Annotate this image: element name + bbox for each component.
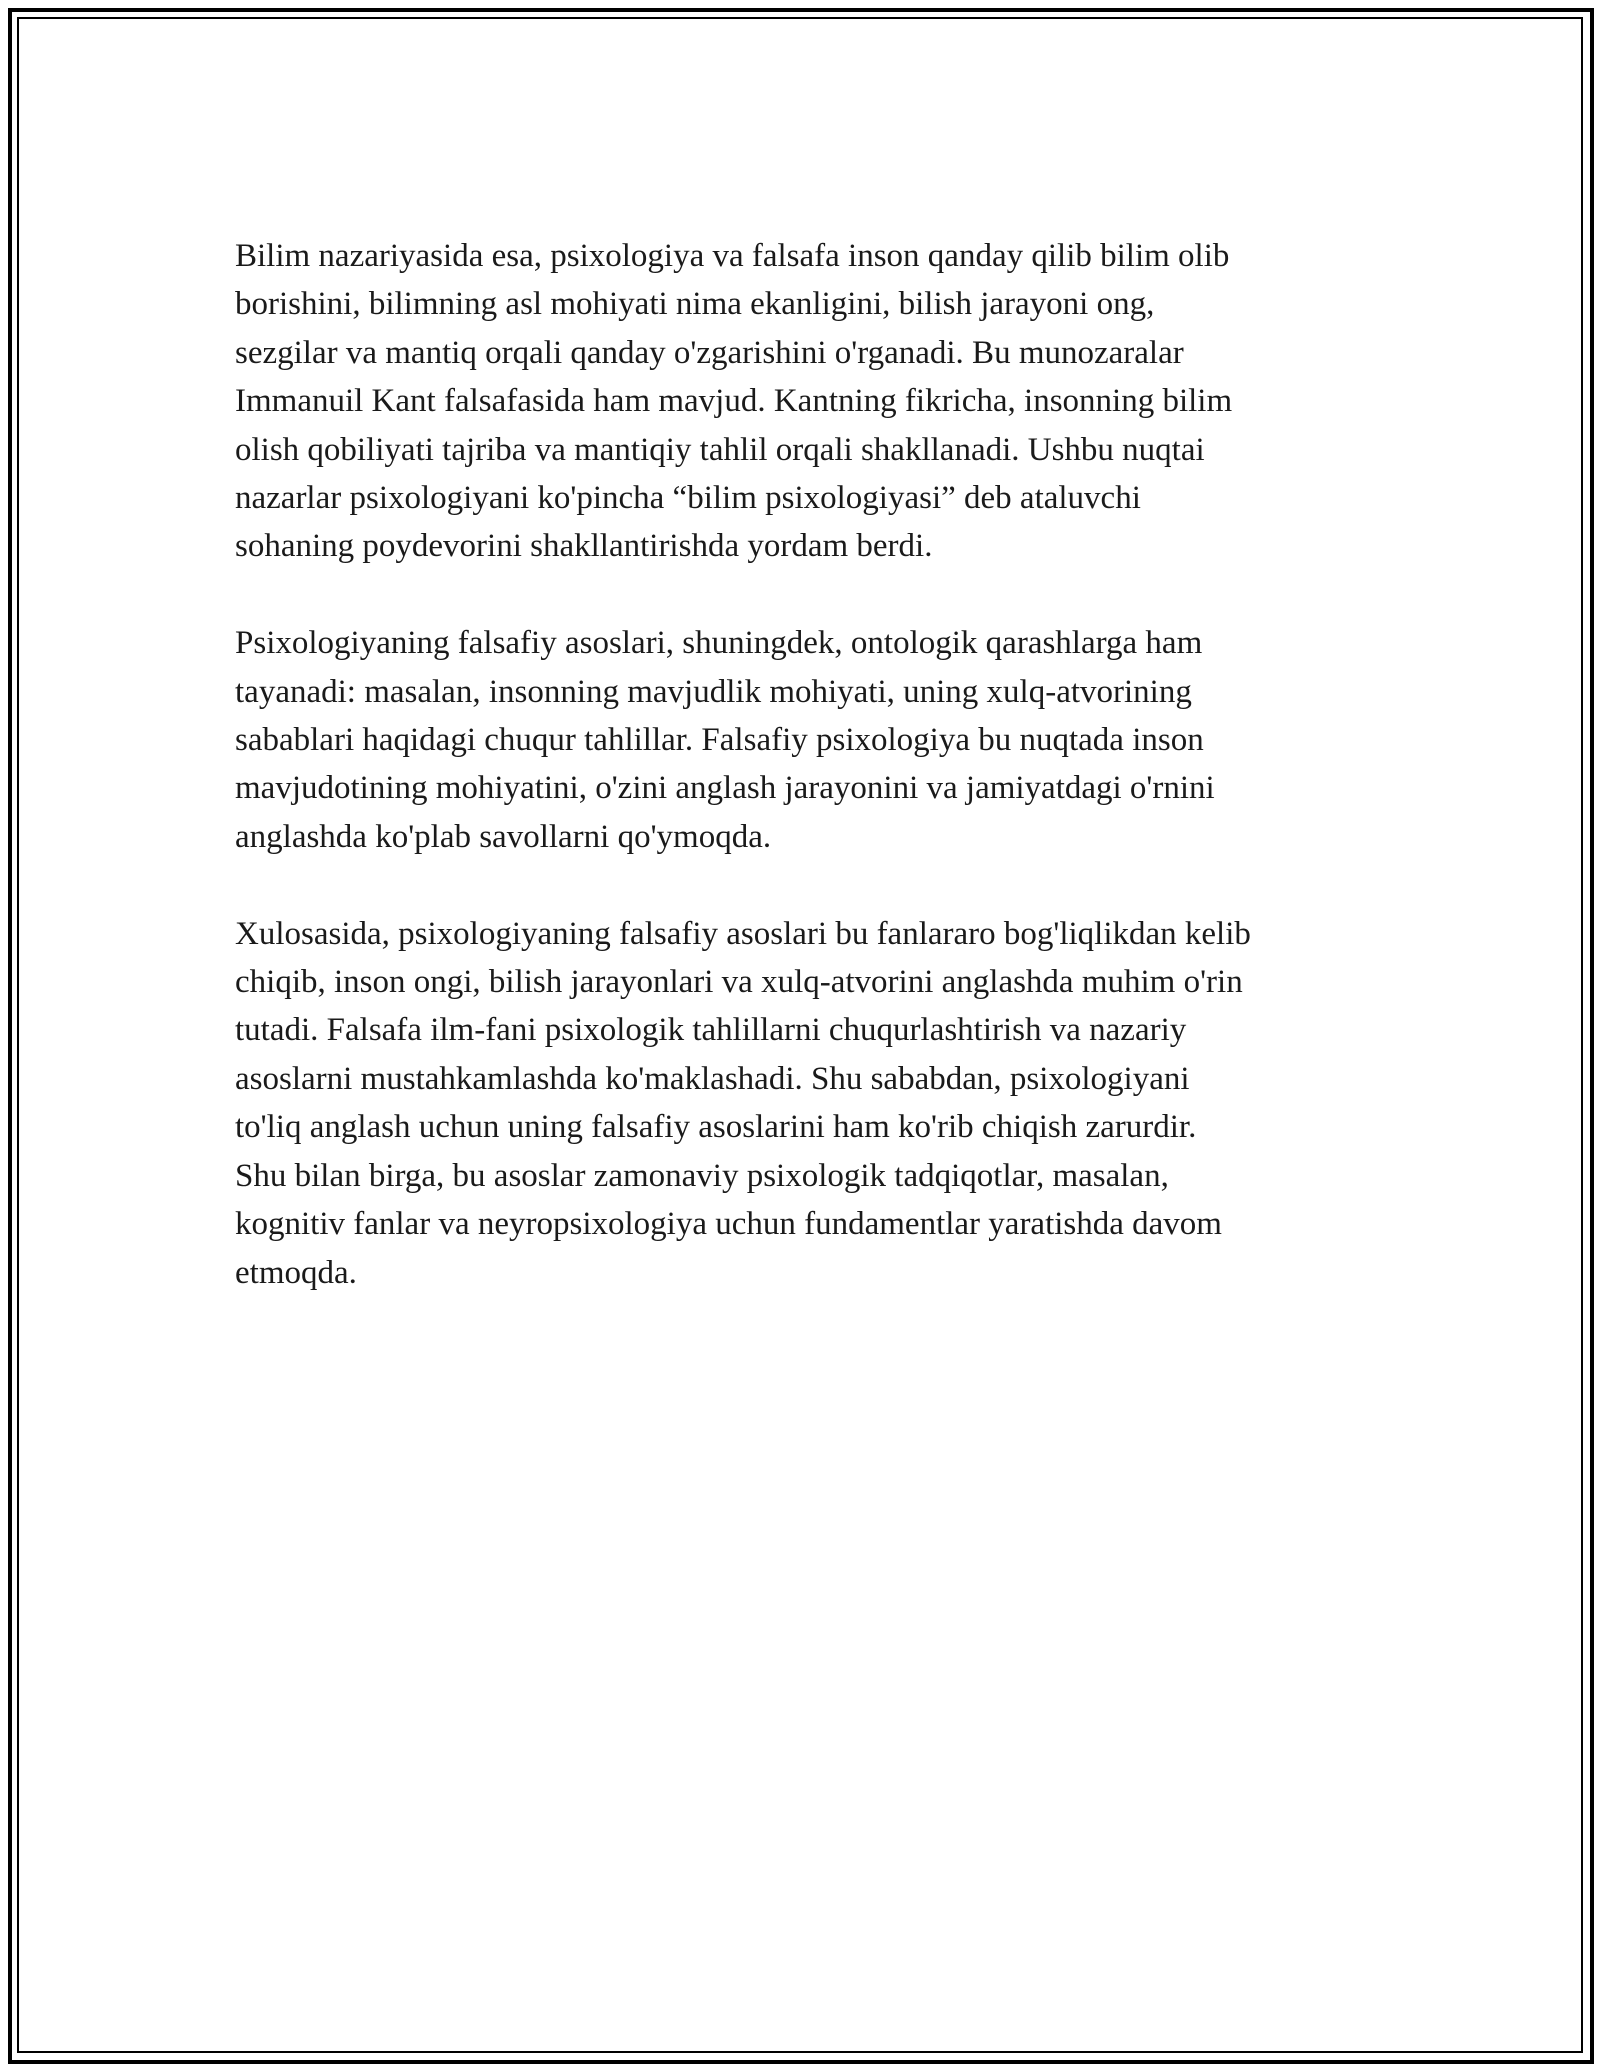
- text-line: to'liq anglash uchun uning falsafiy asoslarini ham ko'rib chiqish zarurdir.: [235, 1109, 1197, 1146]
- text-line: chiqib, inson ongi, bilish jarayonlari va xulq-atvorini anglashda muhim o'rin: [235, 964, 1243, 1001]
- paragraph-ontologik-qarashlar: [235, 619, 1375, 861]
- text-line: nazarlar psixologiyani ko'pincha “bilim psixologiyasi” deb ataluvchi: [235, 480, 1141, 517]
- text-line: Psixologiyaning falsafiy asoslari, shuningdek, ontologik qarashlarga ham: [235, 625, 1203, 662]
- text-line: borishini, bilimning asl mohiyati nima ekanligini, bilish jarayoni ong,: [235, 286, 1155, 323]
- text-line: Shu bilan birga, bu asoslar zamonaviy psixologik tadqiqotlar, masalan,: [235, 1157, 1169, 1194]
- text-line: tayanadi: masalan, insonning mavjudlik mohiyati, uning xulq-atvorining: [235, 673, 1192, 710]
- paragraph-xulosa: [235, 910, 1375, 1297]
- text-line: sohaning poydevorini shakllantirishda yordam berdi.: [235, 528, 933, 565]
- text-line: Xulosasida, psixologiyaning falsafiy asoslari bu fanlararo bog'liqlikdan kelib: [235, 915, 1251, 952]
- text-line: sabablari haqidagi chuqur tahlillar. Falsafiy psixologiya bu nuqtada inson: [235, 722, 1204, 759]
- text-line: asoslarni mustahkamlashda ko'maklashadi. Shu sababdan, psixologiyani: [235, 1060, 1190, 1097]
- text-line: Immanuil Kant falsafasida ham mavjud. Kantning fikricha, insonning bilim: [235, 383, 1233, 420]
- text-line: tutadi. Falsafa ilm-fani psixologik tahlillarni chuqurlashtirish va nazariy: [235, 1012, 1187, 1049]
- text-line: sezgilar va mantiq orqali qanday o'zgarishini o'rganadi. Bu munozaralar: [235, 334, 1184, 371]
- text-line: anglashda ko'plab savollarni qo'ymoqda.: [235, 818, 772, 855]
- paragraph-bilim-nazariyasi: [235, 232, 1375, 571]
- text-line: etmoqda.: [235, 1254, 357, 1291]
- document-body: [235, 232, 1375, 1345]
- text-line: mavjudotining mohiyatini, o'zini anglash jarayonini va jamiyatdagi o'rnini: [235, 770, 1215, 807]
- text-line: Bilim nazariyasida esa, psixologiya va falsafa inson qanday qilib bilim olib: [235, 238, 1230, 274]
- text-line: olish qobiliyati tajriba va mantiqiy tahlil orqali shakllanadi. Ushbu nuqtai: [235, 431, 1205, 468]
- text-line: kognitiv fanlar va neyropsixologiya uchun fundamentlar yaratishda davom: [235, 1206, 1222, 1243]
